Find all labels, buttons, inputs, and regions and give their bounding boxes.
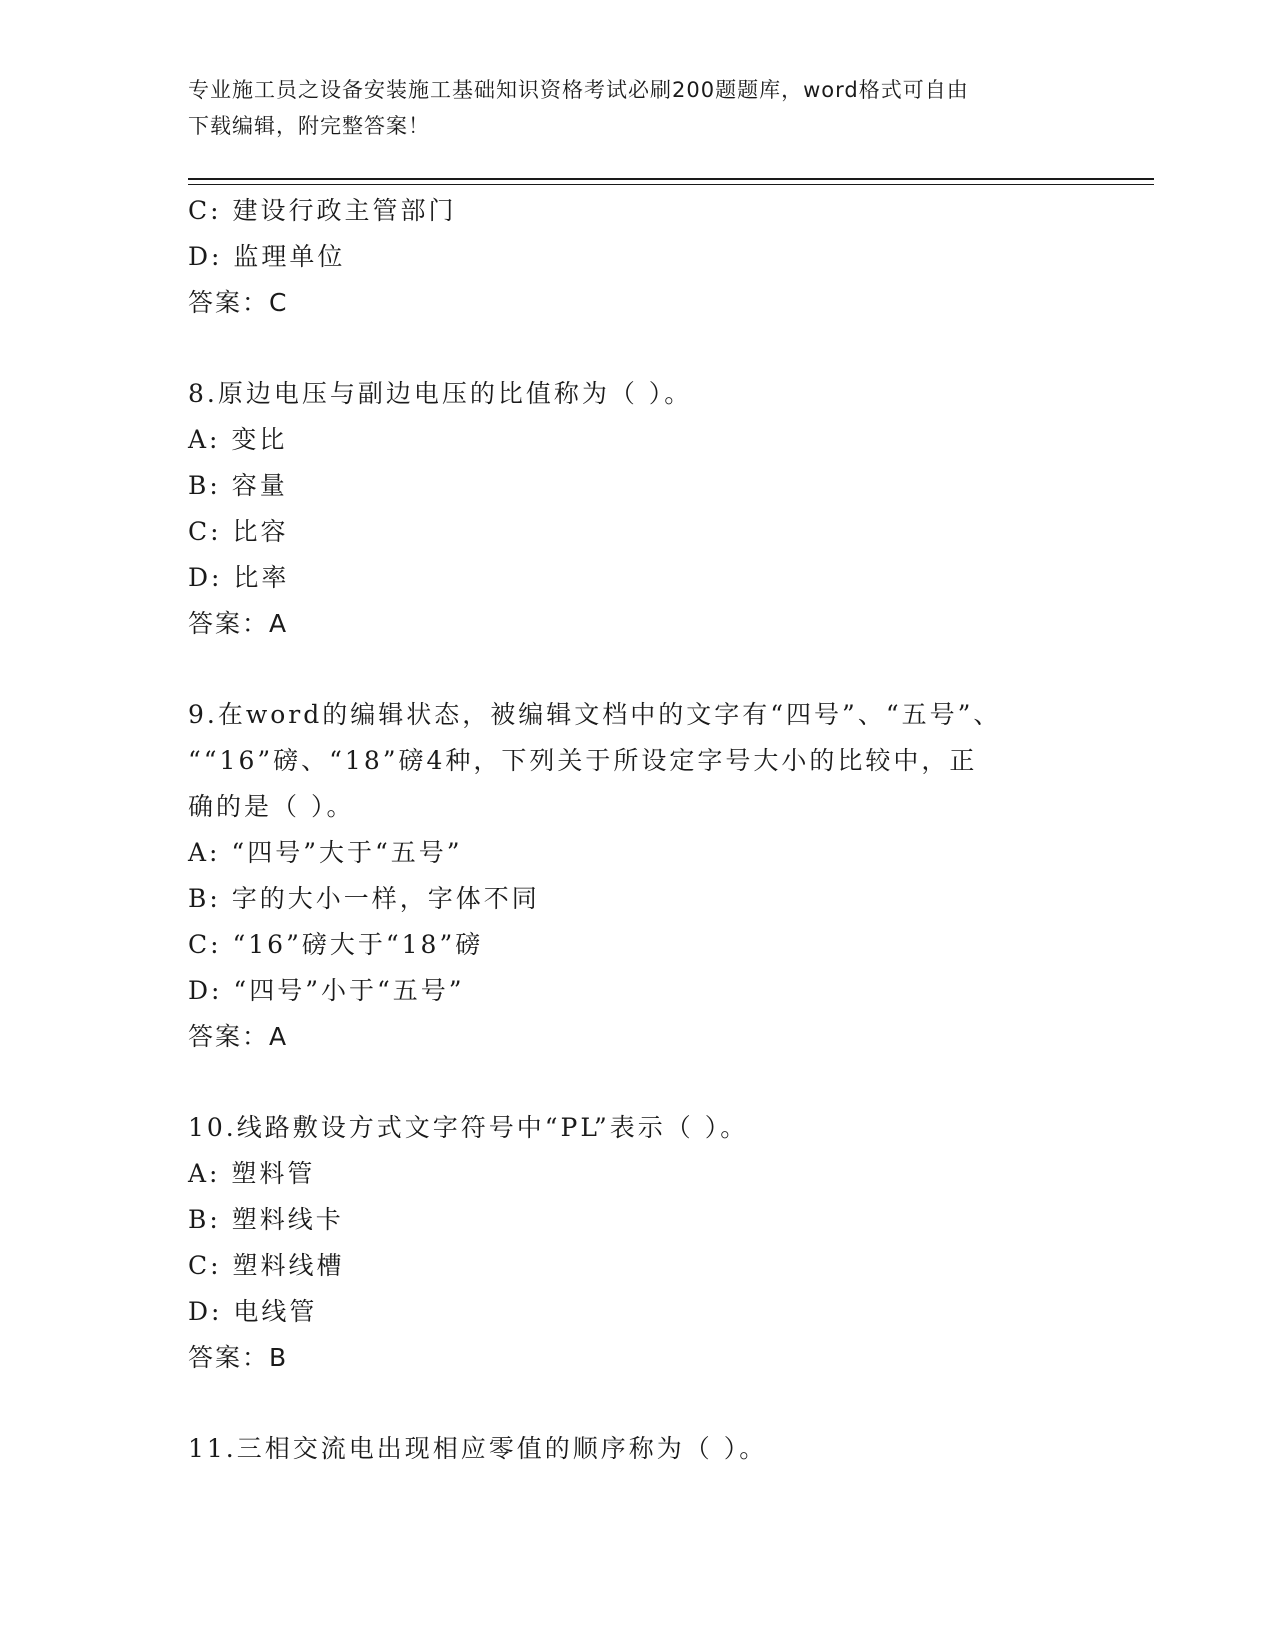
- question-9: [188, 692, 1088, 1060]
- document-header: [188, 72, 1068, 144]
- question-stem: 11.三相交流电出现相应零值的顺序称为（ ）。: [188, 1434, 768, 1463]
- option-b: B: 字的大小一样，字体不同: [188, 884, 540, 913]
- question-stem: 8.原边电压与副边电压的比值称为（ ）。: [188, 379, 693, 408]
- question-list: [188, 188, 1088, 1472]
- option-a: A: 变比: [188, 425, 288, 454]
- option-a: A: “四号”大于“五号”: [188, 838, 463, 867]
- option-d: D: “四号”小于“五号”: [188, 976, 465, 1005]
- option-c: C: 建设行政主管部门: [188, 196, 457, 225]
- answer-line: 答案：C: [188, 288, 289, 317]
- question-stem-line-3: 确的是（ ）。: [188, 792, 355, 821]
- question-stem-line-2: ““16”磅、“18”磅4种，下列关于所设定字号大小的比较中，正: [188, 746, 978, 775]
- header-rule-thick: [188, 178, 1154, 180]
- option-d: D: 监理单位: [188, 242, 346, 271]
- question-8: [188, 371, 1088, 647]
- option-b: B: 塑料线卡: [188, 1205, 344, 1234]
- option-c: C: 塑料线槽: [188, 1251, 345, 1280]
- header-line-2: 下载编辑，附完整答案！: [188, 114, 430, 138]
- question-11: [188, 1426, 1088, 1472]
- answer-line: 答案：B: [188, 1343, 289, 1372]
- option-d: D: 电线管: [188, 1297, 318, 1326]
- question-10: [188, 1105, 1088, 1381]
- option-c: C: 比容: [188, 517, 289, 546]
- option-d: D: 比率: [188, 563, 290, 592]
- answer-line: 答案：A: [188, 609, 289, 638]
- option-a: A: 塑料管: [188, 1159, 316, 1188]
- header-line-1: 专业施工员之设备安装施工基础知识资格考试必刷200题题库，word格式可自由: [188, 78, 969, 102]
- answer-line: 答案：A: [188, 1022, 289, 1051]
- question-7: [188, 188, 1088, 326]
- option-c: C: “16”磅大于“18”磅: [188, 930, 484, 959]
- question-stem: 10.线路敷设方式文字符号中“PL”表示（ ）。: [188, 1113, 749, 1142]
- option-b: B: 容量: [188, 471, 288, 500]
- question-stem-line-1: 9.在word的编辑状态，被编辑文档中的文字有“四号”、“五号”、: [188, 700, 1002, 729]
- header-rule-thin: [188, 184, 1154, 185]
